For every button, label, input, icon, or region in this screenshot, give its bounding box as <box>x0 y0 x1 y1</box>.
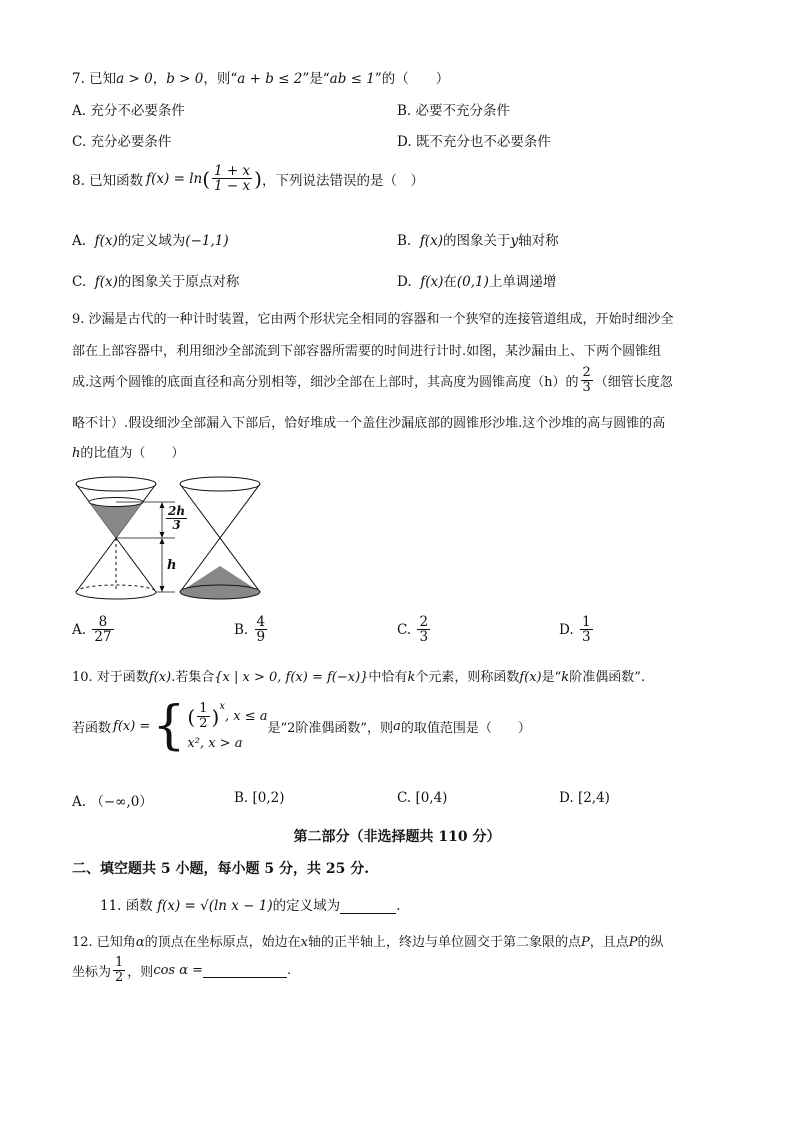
q7-option-c: C. 充分必要条件 <box>72 134 172 150</box>
q9-line-5: h的比值为（ ） <box>72 446 185 461</box>
q7-option-a: A. 充分不必要条件 <box>72 103 185 119</box>
piecewise-cases: ( $\frac{1}{2}$ ) $^x$ , x ≤ a x², x > a <box>187 701 268 751</box>
q10-option-b: B. [0,2) <box>234 790 285 806</box>
q7-stem: 7. 已知a > 0，b > 0，则“a + b ≤ 2”是“ab ≤ 1”的（ ） <box>72 71 450 87</box>
q9-option-a: A. $\frac{8}{27}$ <box>72 614 112 646</box>
section-2-heading: 二、填空题共 5 小题，每小题 5 分，共 25 分. <box>72 861 370 877</box>
q9-line-3: 成.这两个圆锥的底面直径和高分别相等，细沙全部在上部时，其高度为圆锥高度（h）的 $\frac{2}{3}$ （细管长度忽 <box>72 365 673 395</box>
figure-label-h: h <box>167 558 177 573</box>
q10-line-2: 若函数 f(x) = { ( $\frac{1}{2}$ ) $^x$ , x ≤ a x², x > a 是“2阶准偶函数”，则 a 的取值范围是（ ） <box>72 696 531 756</box>
q9-option-b: B. $\frac{4}{9}$ <box>234 614 266 646</box>
q8-stem: 8. 已知函数 f(x) = ln ( $\frac{1 + x}{1 - x}$ ) ，下列说法错误的是（ ） <box>72 163 424 195</box>
q8-option-c: C. f(x)的图象关于原点对称 <box>72 274 240 290</box>
q9-line-4: 略不计）.假设细沙全部漏入下部后，恰好堆成一个盖住沙漏底部的圆锥形沙堆.这个沙堆的高与圆锥的高 <box>72 416 666 431</box>
hourglass-figure <box>70 470 270 610</box>
q10-option-a: A. （−∞,0） <box>72 794 153 810</box>
q9-option-d: D. $\frac{1}{3}$ <box>559 614 591 646</box>
q8-fraction: $\frac{1 + x}{1 - x}$ <box>214 163 251 195</box>
q8-option-d: D. f(x)在(0,1)上单调递增 <box>397 274 557 290</box>
figure-label-2h3: $\frac{2h}{3}$ <box>168 504 186 532</box>
q8-option-b: B. f(x)的图象关于y轴对称 <box>397 233 559 249</box>
piecewise-brace: { <box>152 696 186 756</box>
q12-answer-blank <box>203 963 287 978</box>
q12-line-2: 坐标为 $\frac{1}{2}$ ，则 cos α = . <box>72 955 292 985</box>
q11-answer-blank <box>340 913 396 914</box>
q9-line-2: 部在上部容器中，利用细沙全部流到下部容器所需要的时间进行计时.如图，某沙漏由上、下两个圆锥组 <box>72 344 662 359</box>
q9-line-1: 9. 沙漏是古代的一种计时装置，它由两个形状完全相同的容器和一个狭窄的连接管道组成，开始时细沙全 <box>72 312 674 327</box>
q7-option-b: B. 必要不充分条件 <box>397 103 511 119</box>
q10-line-1: 10. 对于函数f(x).若集合{x | x > 0, f(x) = f(−x)}中恰有k个元素，则称函数f(x)是“k阶准偶函数”. <box>72 670 645 685</box>
part2-title: 第二部分（非选择题共 110 分） <box>293 829 501 845</box>
q8-option-a: A. f(x)的定义域为(−1,1) <box>72 233 229 249</box>
q9-option-c: C. $\frac{2}{3}$ <box>397 614 429 646</box>
q10-option-c: C. [0,4) <box>397 790 448 806</box>
q11-stem: 11. 函数 f(x) = √(ln x − 1)的定义域为 . <box>100 898 401 914</box>
q7-option-d: D. 既不充分也不必要条件 <box>397 134 551 150</box>
q12-line-1: 12. 已知角α的顶点在坐标原点，始边在x轴的正半轴上，终边与单位圆交于第二象限的点P，且点P的纵 <box>72 935 664 950</box>
q10-option-d: D. [2,4) <box>559 790 610 806</box>
